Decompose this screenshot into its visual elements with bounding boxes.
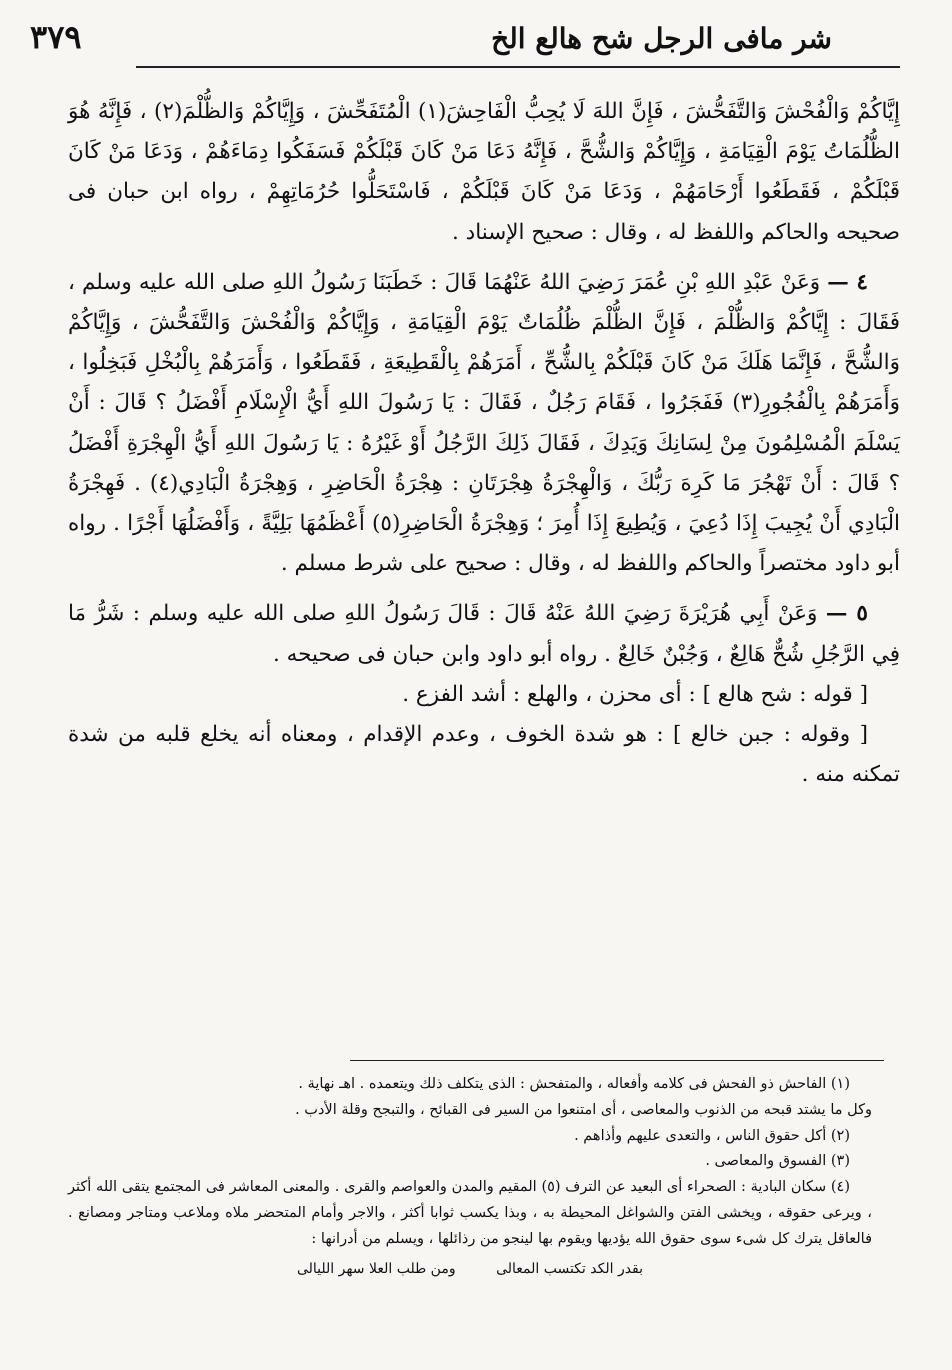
hadith-4 xyxy=(68,263,900,585)
gloss-1: [ قوله : شح هالع ] : أى محزن ، والهلع : أشد الفزع . xyxy=(402,681,868,707)
poetry-verse xyxy=(68,1257,872,1282)
verse-hemistich-2: ومن طلب العلا سهر الليالى xyxy=(296,1260,456,1277)
footnotes xyxy=(68,1072,872,1281)
footnote-1-cont: وكل ما يشتد قبحه من الذنوب والمعاصى ، أى امتنعوا من السير فى القبائح ، والتبجح وقلة الأدب . xyxy=(295,1101,872,1118)
page-number: ٣٧٩ xyxy=(30,18,82,56)
hadith-number: ٥ — xyxy=(825,601,868,627)
hadith-number: ٤ — xyxy=(827,269,868,295)
footnote-4: (٤) سكان البادية : الصحراء أى البعيد عن الترف (٥) المقيم والمدن والعواصم والقرى . والمعنى المعاشر فى المجتمع يتقى الله أكثر ، ويرعى حقوقه ، ويخشى الفتن والشواغل المحيطة به ، وبذا يكسب ثوابا أكثر ، والاجر وأمام المتحضر ملاه وملاعب ومتاجر ومصانع . فالعاقل يترك كل شىء سوى حقوق الله يؤديها ويقوم بها لينجو من رذائلها ، ويسلم من أدرانها : xyxy=(68,1179,872,1247)
paragraph-text: وَعَنْ عَبْدِ اللهِ بْنِ عُمَرَ رَضِيَ اللهُ عَنْهُمَا قَالَ : خَطَبَنَا رَسُولُ اللهِ صلى الله عليه وسلم ، فَقَالَ : إِيَّاكُمْ وَالظُّلْمَ ، فَإِنَّ الظُّلْمَ ظُلُمَاتٌ يَوْمَ الْقِيَامَةِ ، وَإِيَّاكُمْ وَالْفُحْشَ وَالتَّفَحُّشَ ، وَإِيَّاكُمْ وَالشُّحَّ ، فَإِنَّمَا هَلَكَ مَنْ كَانَ قَبْلَكُمْ بِالشُّحِّ ، أَمَرَهُمْ بِالْقَطِيعَةِ ، فَقَطَعُوا ، وَأَمَرَهُمْ بِالْبُخْلِ فَبَخِلُوا ، وَأَمَرَهُمْ بِالْفُجُورِ(٣) فَفَجَرُوا ، فَقَامَ رَجُلٌ ، فَقَالَ : يَا رَسُولَ اللهِ أَيُّ الْإِسْلَامِ أَفْضَلُ ؟ قَالَ : أَنْ يَسْلَمَ الْمُسْلِمُونَ مِنْ لِسَانِكَ وَيَدِكَ ، فَقَالَ ذَلِكَ الرَّجُلُ أَوْ غَيْرُهُ : يَا رَسُولَ اللهِ أَيُّ الْهِجْرَةِ أَفْضَلُ ؟ قَالَ : أَنْ تَهْجُرَ مَا كَرِهَ رَبُّكَ ، وَالْهِجْرَةُ هِجْرَتَانِ : هِجْرَةُ الْحَاضِرِ ، وَهِجْرَةُ الْبَادِي(٤) . فَهِجْرَةُ الْبَادِي أَنْ يُجِيبَ إِذَا دُعِيَ ، وَيُطِيعَ إِذَا أُمِرَ ؛ وَهِجْرَةُ الْحَاضِرِ(٥) أَعْظَمُهَا بَلِيَّةً ، وَأَفْضَلُهَا أَجْرًا . رواه أبو داود مختصراً والحاكم واللفظ له ، وقال : صحيح على شرط مسلم . xyxy=(68,269,900,577)
running-header xyxy=(30,18,832,62)
paragraph-text: وَعَنْ أَبِي هُرَيْرَةَ رَضِيَ اللهُ عَنْهُ قَالَ : قَالَ رَسُولُ اللهِ صلى الله عليه وسلم : شَرُّ مَا فِي الرَّجُلِ شُحٌّ هَالِعٌ ، وَجُبْنٌ خَالِعٌ . رواه أبو داود وابن حبان فى صحيحه . xyxy=(68,601,900,667)
hadith-5 xyxy=(68,594,900,674)
paragraph-text: إِيَّاكُمْ وَالْفُحْشَ وَالتَّفَحُّشَ ، فَإِنَّ اللهَ لَا يُحِبُّ الْفَاحِشَ(١) الْمُتَفَحِّشَ ، وَإِيَّاكُمْ وَالظُّلْمَ(٢) ، فَإِنَّهُ هُوَ الظُّلُمَاتُ يَوْمَ الْقِيَامَةِ ، وَإِيَّاكُمْ وَالشُّحَّ ، فَإِنَّهُ دَعَا مَنْ كَانَ قَبْلَكُمْ فَسَفَكُوا دِمَاءَهُمْ ، وَدَعَا مَنْ كَانَ قَبْلَكُمْ ، فَقَطَعُوا أَرْحَامَهُمْ ، وَدَعَا مَنْ كَانَ قَبْلَكُمْ ، فَاسْتَحَلُّوا حُرُمَاتِهِمْ ، رواه ابن حبان فى صحيحه والحاكم واللفظ له ، وقال : صحيح الإسناد . xyxy=(68,99,900,245)
header-rule xyxy=(136,66,900,68)
gloss-2: [ وقوله : جبن خالع ] : هو شدة الخوف ، وعدم الإقدام ، ومعناه أنه يخلع قلبه من شدة تمكنه منه . xyxy=(68,722,900,788)
verse-hemistich-1: بقدر الكد تكتسب المعالى xyxy=(496,1260,644,1277)
footnote-rule xyxy=(350,1060,884,1061)
main-text xyxy=(68,92,900,795)
footnote-2: (٢) أكل حقوق الناس ، والتعدى عليهم وأذاهم . xyxy=(574,1127,850,1144)
footnote-3: (٣) الفسوق والمعاصى . xyxy=(705,1153,850,1170)
footnote-1: (١) الفاحش ذو الفحش فى كلامه وأفعاله ، والمتفحش : الذى يتكلف ذلك ويتعمده . اهـ نهاية . xyxy=(298,1076,850,1092)
paragraph-continuation xyxy=(68,92,900,253)
header-title: شر مافى الرجل شح هالع الخ xyxy=(491,22,832,55)
